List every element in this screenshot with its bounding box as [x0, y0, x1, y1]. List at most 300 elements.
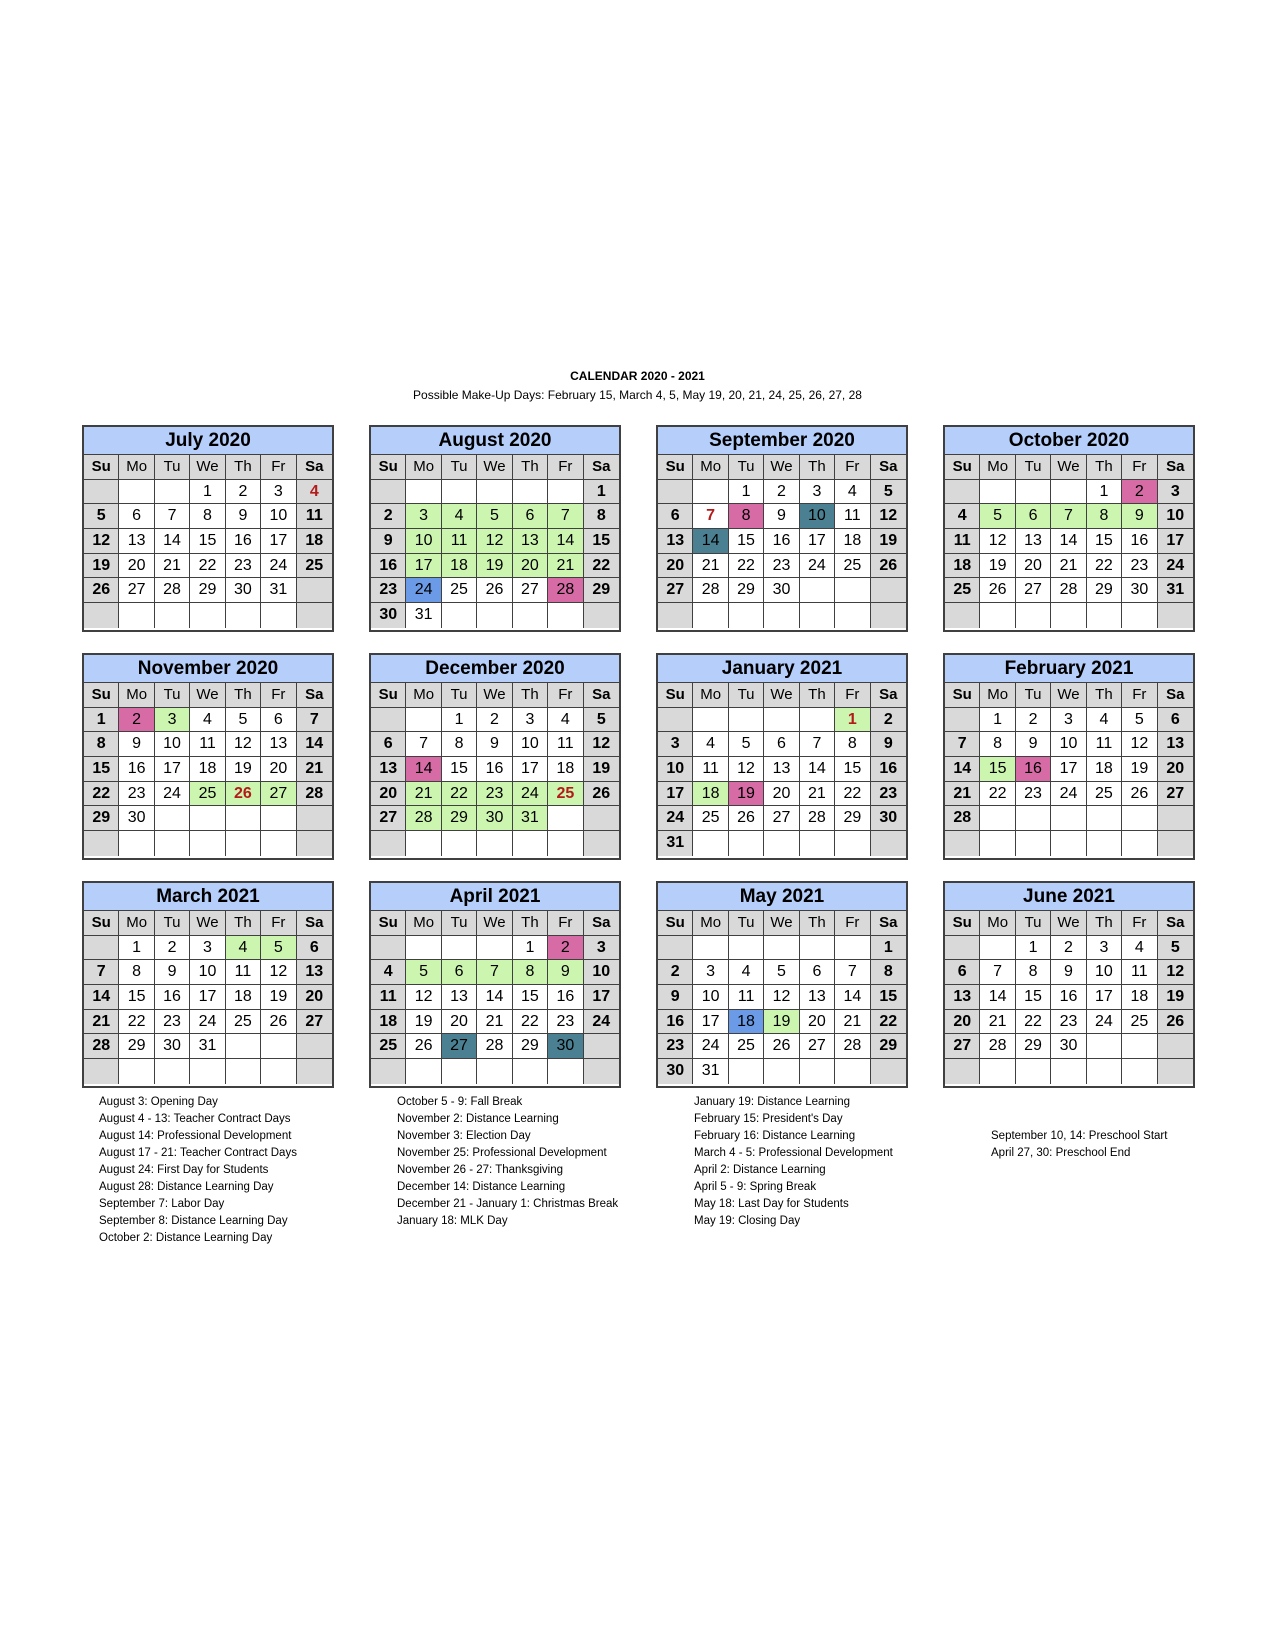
weekday-header: Mo	[980, 455, 1015, 480]
day-cell: 18	[1122, 985, 1157, 1010]
weekday-header: Su	[371, 683, 406, 708]
day-cell: 19	[729, 782, 764, 807]
weekday-header: Su	[84, 455, 119, 480]
day-cell: 27	[442, 1034, 477, 1059]
day-cell: 27	[261, 782, 296, 807]
day-cell: 24	[261, 554, 296, 579]
weekday-header: Tu	[442, 911, 477, 936]
month-grid	[84, 911, 332, 1084]
day-cell: 25	[1087, 782, 1122, 807]
empty-cell	[764, 936, 799, 961]
weekday-header: Th	[513, 683, 548, 708]
weekday-header: Sa	[297, 455, 332, 480]
day-cell: 6	[119, 504, 154, 529]
day-cell: 26	[764, 1034, 799, 1059]
day-cell: 11	[548, 732, 583, 757]
day-cell: 15	[119, 985, 154, 1010]
day-cell: 27	[1016, 578, 1051, 603]
day-cell: 18	[442, 554, 477, 579]
weekday-header: We	[764, 455, 799, 480]
weekday-header: Th	[800, 455, 835, 480]
day-cell: 1	[442, 708, 477, 733]
weekday-header: Fr	[1122, 683, 1157, 708]
day-cell: 31	[658, 831, 693, 856]
empty-cell	[226, 1034, 261, 1059]
weekday-header: Fr	[835, 683, 870, 708]
empty-cell	[261, 1059, 296, 1084]
day-cell: 23	[764, 554, 799, 579]
day-cell: 12	[980, 529, 1015, 554]
day-cell: 10	[658, 757, 693, 782]
empty-cell	[406, 480, 441, 505]
day-cell: 23	[155, 1010, 190, 1035]
month-title: July 2020	[84, 427, 332, 455]
day-cell: 28	[406, 806, 441, 831]
day-cell: 12	[1122, 732, 1157, 757]
empty-cell	[729, 936, 764, 961]
day-cell: 14	[477, 985, 512, 1010]
empty-cell	[835, 831, 870, 856]
day-cell: 3	[693, 960, 728, 985]
empty-cell	[945, 708, 980, 733]
empty-cell	[658, 936, 693, 961]
day-cell: 24	[693, 1034, 728, 1059]
empty-cell	[84, 936, 119, 961]
weekday-header: Tu	[1016, 911, 1051, 936]
day-cell: 24	[1087, 1010, 1122, 1035]
weekday-header: Su	[658, 911, 693, 936]
day-cell: 21	[84, 1010, 119, 1035]
empty-cell	[477, 936, 512, 961]
day-cell: 9	[119, 732, 154, 757]
empty-cell	[871, 831, 906, 856]
day-cell: 25	[835, 554, 870, 579]
empty-cell	[764, 603, 799, 628]
day-cell: 2	[1051, 936, 1086, 961]
empty-cell	[1158, 603, 1193, 628]
day-cell: 9	[548, 960, 583, 985]
day-cell: 17	[584, 985, 619, 1010]
empty-cell	[84, 1059, 119, 1084]
empty-cell	[871, 603, 906, 628]
day-cell: 7	[835, 960, 870, 985]
day-cell: 14	[406, 757, 441, 782]
day-cell: 21	[800, 782, 835, 807]
day-cell: 12	[406, 985, 441, 1010]
day-cell: 28	[155, 578, 190, 603]
weekday-header: Th	[800, 911, 835, 936]
empty-cell	[442, 603, 477, 628]
weekday-header: Su	[658, 683, 693, 708]
day-cell: 16	[548, 985, 583, 1010]
empty-cell	[548, 1059, 583, 1084]
weekday-header: Su	[945, 455, 980, 480]
day-cell: 22	[1087, 554, 1122, 579]
empty-cell	[442, 831, 477, 856]
day-cell: 26	[406, 1034, 441, 1059]
day-cell: 12	[84, 529, 119, 554]
weekday-header: Su	[84, 683, 119, 708]
day-cell: 8	[1016, 960, 1051, 985]
day-cell: 10	[406, 529, 441, 554]
month-grid	[658, 911, 906, 1084]
weekday-header: Th	[1087, 683, 1122, 708]
day-cell: 29	[1016, 1034, 1051, 1059]
legend-item: October 5 - 9: Fall Break	[397, 1096, 523, 1108]
legend-item: August 24: First Day for Students	[99, 1164, 269, 1176]
empty-cell	[548, 480, 583, 505]
empty-cell	[371, 936, 406, 961]
month-calendar	[656, 425, 908, 632]
day-cell: 23	[1051, 1010, 1086, 1035]
empty-cell	[1158, 1034, 1193, 1059]
day-cell: 20	[800, 1010, 835, 1035]
day-cell: 14	[84, 985, 119, 1010]
day-cell: 22	[442, 782, 477, 807]
day-cell: 7	[980, 960, 1015, 985]
day-cell: 21	[1051, 554, 1086, 579]
day-cell: 18	[693, 782, 728, 807]
empty-cell	[84, 603, 119, 628]
month-calendar	[943, 881, 1195, 1088]
empty-cell	[693, 831, 728, 856]
month-grid	[658, 455, 906, 628]
day-cell: 31	[261, 578, 296, 603]
day-cell: 30	[1122, 578, 1157, 603]
empty-cell	[190, 806, 225, 831]
day-cell: 13	[1016, 529, 1051, 554]
day-cell: 14	[693, 529, 728, 554]
legend-item: August 28: Distance Learning Day	[99, 1181, 274, 1193]
day-cell: 17	[261, 529, 296, 554]
empty-cell	[584, 806, 619, 831]
weekday-header: Sa	[871, 683, 906, 708]
weekday-header: Su	[371, 911, 406, 936]
empty-cell	[729, 1059, 764, 1084]
empty-cell	[1122, 603, 1157, 628]
day-cell: 5	[980, 504, 1015, 529]
day-cell: 17	[513, 757, 548, 782]
day-cell: 11	[1122, 960, 1157, 985]
day-cell: 9	[658, 985, 693, 1010]
weekday-header: Sa	[297, 683, 332, 708]
month-calendar	[369, 653, 621, 860]
empty-cell	[980, 480, 1015, 505]
day-cell: 19	[764, 1010, 799, 1035]
day-cell: 3	[584, 936, 619, 961]
empty-cell	[1122, 1059, 1157, 1084]
day-cell: 4	[693, 732, 728, 757]
day-cell: 23	[226, 554, 261, 579]
empty-cell	[658, 480, 693, 505]
weekday-header: Mo	[980, 683, 1015, 708]
empty-cell	[477, 1059, 512, 1084]
day-cell: 3	[406, 504, 441, 529]
day-cell: 24	[1158, 554, 1193, 579]
weekday-header: Tu	[155, 683, 190, 708]
empty-cell	[119, 603, 154, 628]
day-cell: 11	[226, 960, 261, 985]
day-cell: 1	[119, 936, 154, 961]
day-cell: 30	[155, 1034, 190, 1059]
month-grid	[371, 455, 619, 628]
month-calendar	[82, 425, 334, 632]
day-cell: 13	[371, 757, 406, 782]
empty-cell	[1087, 806, 1122, 831]
empty-cell	[406, 1059, 441, 1084]
day-cell: 22	[835, 782, 870, 807]
empty-cell	[729, 831, 764, 856]
day-cell: 27	[513, 578, 548, 603]
day-cell: 26	[477, 578, 512, 603]
empty-cell	[945, 936, 980, 961]
day-cell: 23	[548, 1010, 583, 1035]
day-cell: 26	[261, 1010, 296, 1035]
legend-item: March 4 - 5: Professional Development	[694, 1147, 893, 1159]
day-cell: 10	[1158, 504, 1193, 529]
day-cell: 30	[119, 806, 154, 831]
empty-cell	[406, 831, 441, 856]
empty-cell	[980, 936, 1015, 961]
day-cell: 6	[442, 960, 477, 985]
day-cell: 15	[729, 529, 764, 554]
day-cell: 17	[155, 757, 190, 782]
day-cell: 2	[871, 708, 906, 733]
day-cell: 28	[1051, 578, 1086, 603]
empty-cell	[584, 1059, 619, 1084]
empty-cell	[442, 1059, 477, 1084]
day-cell: 25	[693, 806, 728, 831]
empty-cell	[1016, 603, 1051, 628]
weekday-header: Sa	[584, 455, 619, 480]
empty-cell	[658, 708, 693, 733]
day-cell: 2	[658, 960, 693, 985]
empty-cell	[548, 806, 583, 831]
empty-cell	[1087, 831, 1122, 856]
day-cell: 14	[548, 529, 583, 554]
day-cell: 14	[945, 757, 980, 782]
day-cell: 13	[658, 529, 693, 554]
weekday-header: We	[764, 683, 799, 708]
calendar-title: CALENDAR 2020 - 2021	[570, 369, 705, 383]
day-cell: 9	[155, 960, 190, 985]
day-cell: 12	[226, 732, 261, 757]
empty-cell	[1087, 1034, 1122, 1059]
day-cell: 11	[729, 985, 764, 1010]
day-cell: 4	[548, 708, 583, 733]
empty-cell	[584, 603, 619, 628]
empty-cell	[1122, 831, 1157, 856]
legend-item: November 26 - 27: Thanksgiving	[397, 1164, 563, 1176]
day-cell: 6	[513, 504, 548, 529]
day-cell: 1	[190, 480, 225, 505]
day-cell: 18	[945, 554, 980, 579]
day-cell: 8	[729, 504, 764, 529]
legend-item: April 5 - 9: Spring Break	[694, 1181, 817, 1193]
day-cell: 25	[226, 1010, 261, 1035]
day-cell: 19	[871, 529, 906, 554]
empty-cell	[835, 936, 870, 961]
day-cell: 20	[297, 985, 332, 1010]
day-cell: 23	[119, 782, 154, 807]
weekday-header: Mo	[119, 455, 154, 480]
weekday-header: Th	[1087, 911, 1122, 936]
day-cell: 3	[800, 480, 835, 505]
day-cell: 18	[297, 529, 332, 554]
legend-item: February 16: Distance Learning	[694, 1130, 856, 1142]
weekday-header: Th	[513, 911, 548, 936]
day-cell: 27	[371, 806, 406, 831]
day-cell: 24	[513, 782, 548, 807]
month-grid	[84, 455, 332, 628]
day-cell: 27	[764, 806, 799, 831]
day-cell: 20	[658, 554, 693, 579]
empty-cell	[84, 831, 119, 856]
weekday-header: Fr	[1122, 911, 1157, 936]
day-cell: 3	[1051, 708, 1086, 733]
day-cell: 28	[693, 578, 728, 603]
day-cell: 20	[371, 782, 406, 807]
day-cell: 28	[297, 782, 332, 807]
day-cell: 13	[945, 985, 980, 1010]
day-cell: 1	[871, 936, 906, 961]
day-cell: 15	[835, 757, 870, 782]
day-cell: 27	[119, 578, 154, 603]
weekday-header: Mo	[693, 455, 728, 480]
weekday-header: We	[1051, 455, 1086, 480]
day-cell: 15	[190, 529, 225, 554]
day-cell: 19	[406, 1010, 441, 1035]
day-cell: 29	[442, 806, 477, 831]
day-cell: 7	[548, 504, 583, 529]
day-cell: 21	[693, 554, 728, 579]
day-cell: 5	[406, 960, 441, 985]
day-cell: 24	[800, 554, 835, 579]
day-cell: 17	[1087, 985, 1122, 1010]
empty-cell	[190, 1059, 225, 1084]
empty-cell	[1016, 480, 1051, 505]
day-cell: 4	[442, 504, 477, 529]
empty-cell	[371, 708, 406, 733]
day-cell: 9	[226, 504, 261, 529]
weekday-header: Su	[371, 455, 406, 480]
empty-cell	[513, 603, 548, 628]
empty-cell	[297, 1034, 332, 1059]
month-title: March 2021	[84, 883, 332, 911]
empty-cell	[945, 831, 980, 856]
month-grid	[371, 683, 619, 856]
month-calendar	[943, 425, 1195, 632]
day-cell: 2	[548, 936, 583, 961]
empty-cell	[513, 1059, 548, 1084]
day-cell: 21	[945, 782, 980, 807]
day-cell: 5	[871, 480, 906, 505]
day-cell: 21	[406, 782, 441, 807]
day-cell: 25	[371, 1034, 406, 1059]
empty-cell	[226, 603, 261, 628]
day-cell: 3	[261, 480, 296, 505]
weekday-header: Su	[84, 911, 119, 936]
day-cell: 9	[1122, 504, 1157, 529]
empty-cell	[1122, 1034, 1157, 1059]
day-cell: 25	[1122, 1010, 1157, 1035]
empty-cell	[226, 1059, 261, 1084]
empty-cell	[406, 708, 441, 733]
day-cell: 10	[1051, 732, 1086, 757]
day-cell: 22	[190, 554, 225, 579]
weekday-header: Mo	[693, 683, 728, 708]
day-cell: 23	[477, 782, 512, 807]
weekday-header: Mo	[406, 455, 441, 480]
weekday-header: Sa	[1158, 455, 1193, 480]
day-cell: 6	[800, 960, 835, 985]
empty-cell	[945, 480, 980, 505]
weekday-header: Fr	[835, 455, 870, 480]
day-cell: 18	[226, 985, 261, 1010]
empty-cell	[800, 578, 835, 603]
day-cell: 23	[1122, 554, 1157, 579]
day-cell: 11	[693, 757, 728, 782]
empty-cell	[945, 603, 980, 628]
weekday-header: Tu	[1016, 455, 1051, 480]
empty-cell	[835, 1059, 870, 1084]
day-cell: 16	[226, 529, 261, 554]
day-cell: 21	[477, 1010, 512, 1035]
day-cell: 29	[584, 578, 619, 603]
empty-cell	[800, 1059, 835, 1084]
day-cell: 3	[1087, 936, 1122, 961]
day-cell: 8	[871, 960, 906, 985]
day-cell: 4	[835, 480, 870, 505]
empty-cell	[119, 480, 154, 505]
day-cell: 13	[800, 985, 835, 1010]
day-cell: 9	[371, 529, 406, 554]
day-cell: 13	[261, 732, 296, 757]
weekday-header: Sa	[297, 911, 332, 936]
day-cell: 8	[190, 504, 225, 529]
day-cell: 30	[226, 578, 261, 603]
day-cell: 30	[371, 603, 406, 628]
day-cell: 29	[871, 1034, 906, 1059]
legend-item: December 21 - January 1: Christmas Break	[397, 1198, 619, 1210]
day-cell: 4	[1122, 936, 1157, 961]
day-cell: 7	[693, 504, 728, 529]
day-cell: 20	[1016, 554, 1051, 579]
empty-cell	[371, 480, 406, 505]
empty-cell	[693, 936, 728, 961]
day-cell: 30	[1051, 1034, 1086, 1059]
day-cell: 2	[1122, 480, 1157, 505]
legend-item: September 8: Distance Learning Day	[99, 1215, 288, 1227]
day-cell: 26	[226, 782, 261, 807]
day-cell: 24	[658, 806, 693, 831]
day-cell: 23	[658, 1034, 693, 1059]
day-cell: 27	[658, 578, 693, 603]
day-cell: 6	[297, 936, 332, 961]
day-cell: 2	[477, 708, 512, 733]
day-cell: 7	[1051, 504, 1086, 529]
day-cell: 3	[658, 732, 693, 757]
day-cell: 22	[871, 1010, 906, 1035]
empty-cell	[261, 603, 296, 628]
day-cell: 1	[584, 480, 619, 505]
empty-cell	[297, 831, 332, 856]
weekday-header: We	[477, 683, 512, 708]
empty-cell	[1122, 806, 1157, 831]
weekday-header: Mo	[119, 683, 154, 708]
weekday-header: Su	[658, 455, 693, 480]
empty-cell	[980, 603, 1015, 628]
